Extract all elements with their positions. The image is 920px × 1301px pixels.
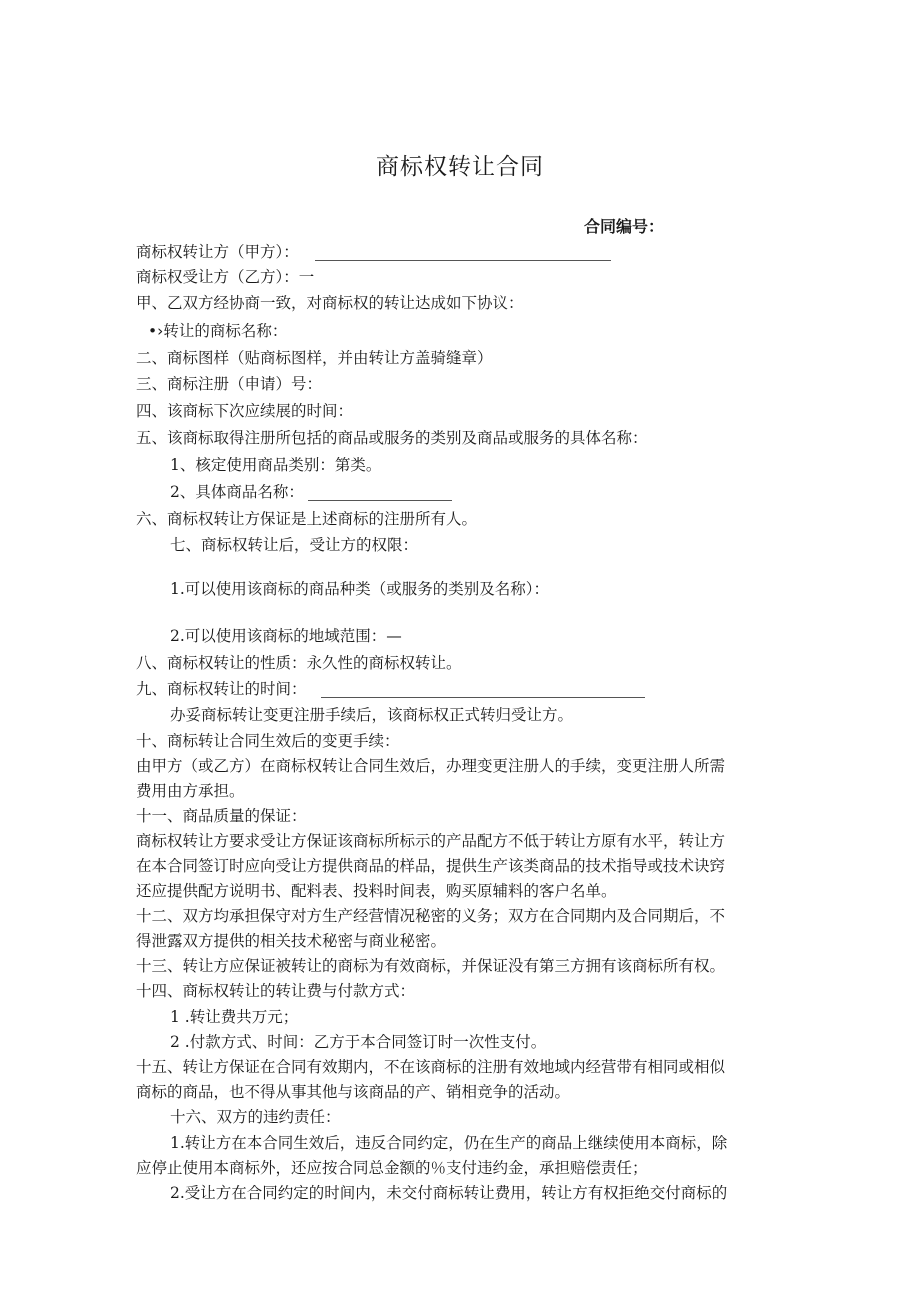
clause-16-item-1b: 应停止使用本商标外，还应按合同总金额的％支付违约金，承担赔偿责任；: [136, 1159, 648, 1177]
clause-16-item-1a: 1.转让方在本合同生效后，违反合同约定，仍在生产的商品上继续使用本商标，除: [170, 1134, 728, 1152]
transfer-time-blank: [321, 683, 645, 698]
clause-9: 九、商标权转让的时间：: [136, 680, 307, 698]
clause-14: 十四、商标权转让的转让费与付款方式：: [136, 982, 416, 1000]
clause-16-item-2: 2.受让方在合同约定的时间内，未交付商标转让费用，转让方有权拒绝交付商标的: [170, 1184, 728, 1202]
clause-9-note: 办妥商标转让变更注册手续后，该商标权正式转归受让方。: [170, 706, 574, 724]
agreement-intro: 甲、乙双方经协商一致，对商标权的转让达成如下协议：: [136, 294, 524, 312]
clause-12-text-2: 得泄露双方提供的相关技术秘密与商业秘密。: [136, 932, 447, 950]
clause-11-text-3: 还应提供配方说明书、配料表、投料时间表，购买原辅料的客户名单。: [136, 882, 617, 900]
clause-11-text-2: 在本合同签订时应向受让方提供商品的样品，提供生产该类商品的技术指导或技术诀窍: [136, 857, 726, 875]
clause-5-item-1: 1、核定使用商品类别：第类。: [170, 456, 382, 474]
transferor-blank: [315, 246, 611, 261]
transferor-line: [136, 240, 611, 264]
transferee-line: 商标权受让方（乙方）：一: [136, 268, 315, 286]
clause-12-text-1: 十二、双方均承担保守对方生产经营情况秘密的义务；双方在合同期内及合同期后，不: [136, 907, 726, 925]
clause-7-item-2: 2.可以使用该商标的地域范围：—: [170, 627, 402, 645]
transferor-label: 商标权转让方（甲方）：: [136, 243, 299, 261]
clause-16: 十六、双方的违约责任：: [170, 1108, 341, 1126]
clause-1-text: 转让的商标名称：: [163, 322, 288, 340]
clause-5-item-2: [170, 480, 452, 504]
clause-9-line: [136, 677, 645, 701]
clause-14-item-2: 2 .付款方式、时间：乙方于本合同签订时一次性支付。: [170, 1033, 547, 1051]
clause-14-item-1: 1 .转让费共万元；: [170, 1008, 299, 1026]
clause-4: 四、该商标下次应续展的时间：: [136, 402, 354, 420]
clause-11-text-1: 商标权转让方要求受让方保证该商标所标示的产品配方不低于转让方原有水平，转让方: [136, 832, 726, 850]
clause-10-text-2: 费用由方承担。: [136, 782, 245, 800]
contract-number-label: 合同编号：: [584, 217, 665, 236]
document-title: 商标权转让合同: [376, 154, 544, 180]
clause-7: 七、商标权转让后，受让方的权限：: [170, 536, 419, 554]
clause-7-item-1: 1.可以使用该商标的商品种类（或服务的类别及名称）：: [170, 580, 550, 598]
clause-2: 二、商标图样（贴商标图样，并由转让方盖骑缝章）: [136, 349, 493, 367]
bullet-icon: •›: [148, 322, 164, 340]
clause-13: 十三、转让方应保证被转让的商标为有效商标，并保证没有第三方拥有该商标所有权。: [136, 957, 726, 975]
clause-10: 十、商标转让合同生效后的变更手续：: [136, 732, 400, 750]
clause-6: 六、商标权转让方保证是上述商标的注册所有人。: [136, 510, 478, 528]
clause-8: 八、商标权转让的性质：永久性的商标权转让。: [136, 654, 462, 672]
product-name-blank: [308, 486, 452, 501]
clause-3: 三、商标注册（申请）号：: [136, 375, 323, 393]
clause-1: [148, 319, 287, 343]
clause-11: 十一、商品质量的保证：: [136, 807, 307, 825]
clause-5: 五、该商标取得注册所包括的商品或服务的类别及商品或服务的具体名称：: [136, 429, 648, 447]
clause-15-text-2: 商标的商品，也不得从事其他与该商品的产、销相竞争的活动。: [136, 1083, 571, 1101]
clause-5-item-2-label: 2、具体商品名称：: [170, 483, 304, 501]
clause-10-text-1: 由甲方（或乙方）在商标权转让合同生效后，办理变更注册人的手续，变更注册人所需: [136, 757, 726, 775]
clause-15-text-1: 十五、转让方保证在合同有效期内，不在该商标的注册有效地域内经营带有相同或相似: [136, 1058, 726, 1076]
